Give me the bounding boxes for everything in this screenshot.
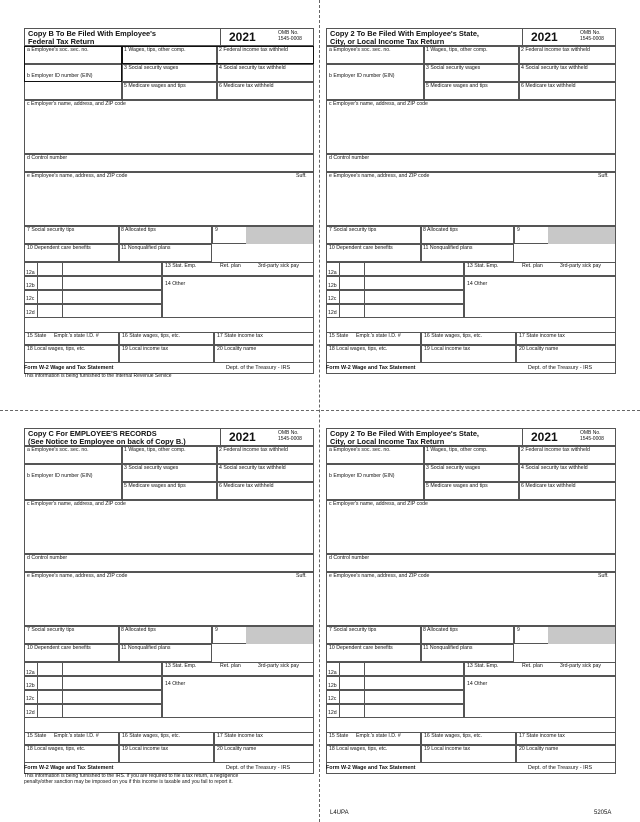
w2-form-copy-2-top xyxy=(326,28,616,390)
field-9-shade xyxy=(246,227,313,244)
sheet-code-right: 5205A xyxy=(594,810,612,816)
label-17: 17 State income tax xyxy=(519,333,565,339)
field-b[interactable] xyxy=(326,64,424,100)
field-b[interactable] xyxy=(24,464,122,500)
label-14: 14 Other xyxy=(165,681,186,687)
label-9: 9 xyxy=(215,627,218,633)
year-cell xyxy=(522,28,616,46)
label-1: 1 Wages, tips, other comp. xyxy=(124,447,186,453)
label-15-id: Emplr.'s state I.D. # xyxy=(54,733,99,739)
label-1: 1 Wages, tips, other comp. xyxy=(426,47,488,53)
label-7: 7 Social security tips xyxy=(329,627,377,633)
field-e[interactable] xyxy=(24,172,314,226)
form-note-line2: penalty/other sanction may be imposed on you if this income is taxable and you fail to report it. xyxy=(24,779,233,785)
form-title-line1: Copy C For EMPLOYEE'S RECORDS xyxy=(28,429,157,438)
label-2: 2 Federal income tax withheld xyxy=(219,447,288,453)
label-6: 6 Medicare tax withheld xyxy=(521,83,576,89)
label-16: 16 State wages, tips, etc. xyxy=(424,733,482,739)
label-4: 4 Social security tax withheld xyxy=(521,65,588,71)
label-13-ret: Ret. plan xyxy=(522,263,543,269)
label-19: 19 Local income tax xyxy=(424,346,471,352)
form-name: Form W-2 Wage and Tax Statement xyxy=(326,765,416,771)
label-11: 11 Nonqualified plans xyxy=(423,645,473,651)
label-7: 7 Social security tips xyxy=(27,627,75,633)
field-e[interactable] xyxy=(24,572,314,626)
year-cell xyxy=(522,428,616,446)
field-c[interactable] xyxy=(326,500,616,554)
label-7: 7 Social security tips xyxy=(329,227,377,233)
label-3: 3 Social security wages xyxy=(426,65,481,71)
label-e: e Employee's name, address, and ZIP code xyxy=(329,173,430,179)
dept-treasury: Dept. of the Treasury - IRS xyxy=(226,365,291,371)
label-15: 15 State xyxy=(27,733,47,739)
label-12c: 12c xyxy=(328,696,337,702)
label-5: 5 Medicare wages and tips xyxy=(124,483,186,489)
field-12-amounts xyxy=(62,662,162,718)
form-name: Form W-2 Wage and Tax Statement xyxy=(24,765,114,771)
dept-treasury: Dept. of the Treasury - IRS xyxy=(528,765,593,771)
form-title-line1: Copy 2 To Be Filed With Employee's State, xyxy=(330,29,479,38)
label-e: e Employee's name, address, and ZIP code xyxy=(329,573,430,579)
label-12d: 12d xyxy=(26,710,35,716)
form-title-line2: (See Notice to Employee on back of Copy B.) xyxy=(28,437,186,447)
field-b[interactable] xyxy=(326,464,424,500)
label-14: 14 Other xyxy=(467,681,488,687)
label-12c: 12c xyxy=(26,696,35,702)
label-9: 9 xyxy=(517,227,520,233)
label-10: 10 Dependent care benefits xyxy=(329,645,393,651)
label-15-id: Emplr.'s state I.D. # xyxy=(356,333,401,339)
label-8: 8 Allocated tips xyxy=(121,227,156,233)
label-c: c Employer's name, address, and ZIP code xyxy=(27,101,126,107)
tax-year: 2021 xyxy=(531,430,558,444)
label-17: 17 State income tax xyxy=(217,733,263,739)
field-d[interactable] xyxy=(326,154,616,172)
omb-number: 1545-0008 xyxy=(278,436,302,442)
label-9: 9 xyxy=(517,627,520,633)
label-e: e Employee's name, address, and ZIP code xyxy=(27,173,128,179)
label-a: a Employee's soc. sec. no. xyxy=(27,447,89,453)
label-13-stat: 13 Stat. Emp. xyxy=(467,263,499,269)
label-6: 6 Medicare tax withheld xyxy=(219,83,274,89)
label-2: 2 Federal income tax withheld xyxy=(521,447,590,453)
label-c: c Employer's name, address, and ZIP code xyxy=(329,501,428,507)
label-d: d Control number xyxy=(27,155,68,161)
label-6: 6 Medicare tax withheld xyxy=(521,483,576,489)
field-d[interactable] xyxy=(24,554,314,572)
label-16: 16 State wages, tips, etc. xyxy=(122,333,180,339)
label-11: 11 Nonqualified plans xyxy=(121,645,171,651)
year-cell xyxy=(220,28,314,46)
label-13-sick: 3rd-party sick pay xyxy=(258,263,299,269)
label-suff: Suff. xyxy=(296,173,307,179)
label-15: 15 State xyxy=(27,333,47,339)
w2-form-copy-c xyxy=(24,428,314,790)
label-6: 6 Medicare tax withheld xyxy=(219,483,274,489)
label-12b: 12b xyxy=(328,283,337,289)
tax-year: 2021 xyxy=(229,30,256,44)
form-name: Form W-2 Wage and Tax Statement xyxy=(326,365,416,371)
omb-label: OMB No. xyxy=(278,430,299,436)
highlight-ssn-box xyxy=(24,46,122,82)
label-18: 18 Local wages, tips, etc. xyxy=(27,746,86,752)
label-2: 2 Federal income tax withheld xyxy=(521,47,590,53)
label-a: a Employee's soc. sec. no. xyxy=(329,47,391,53)
label-18: 18 Local wages, tips, etc. xyxy=(27,346,86,352)
form-title-line2: Federal Tax Return xyxy=(28,37,95,47)
label-8: 8 Allocated tips xyxy=(423,227,458,233)
label-18: 18 Local wages, tips, etc. xyxy=(329,346,388,352)
label-12a: 12a xyxy=(328,270,337,276)
field-c[interactable] xyxy=(24,100,314,154)
label-3: 3 Social security wages xyxy=(426,465,481,471)
label-16: 16 State wages, tips, etc. xyxy=(424,333,482,339)
dept-treasury: Dept. of the Treasury - IRS xyxy=(226,765,291,771)
label-12d: 12d xyxy=(26,310,35,316)
label-15-id: Emplr.'s state I.D. # xyxy=(54,333,99,339)
label-20: 20 Locality name xyxy=(519,346,559,352)
field-c[interactable] xyxy=(326,100,616,154)
label-a: a Employee's soc. sec. no. xyxy=(329,447,391,453)
field-12-amounts xyxy=(364,662,464,718)
label-13-stat: 13 Stat. Emp. xyxy=(165,663,197,669)
field-9-shade xyxy=(246,627,313,644)
label-14: 14 Other xyxy=(165,281,186,287)
highlight-wages-box xyxy=(122,46,314,64)
omb-number: 1545-0008 xyxy=(278,36,302,42)
field-e[interactable] xyxy=(326,172,616,226)
label-b: b Employer ID number (EIN) xyxy=(329,73,395,79)
label-12b: 12b xyxy=(328,683,337,689)
label-10: 10 Dependent care benefits xyxy=(329,245,393,251)
field-c[interactable] xyxy=(24,500,314,554)
field-12-amounts xyxy=(364,262,464,318)
label-18: 18 Local wages, tips, etc. xyxy=(329,746,388,752)
label-12a: 12a xyxy=(26,270,35,276)
field-9-shade xyxy=(548,227,615,244)
label-b: b Employer ID number (EIN) xyxy=(329,473,395,479)
omb-label: OMB No. xyxy=(580,430,601,436)
w2-form-copy-b xyxy=(24,28,314,390)
omb-label: OMB No. xyxy=(580,30,601,36)
label-8: 8 Allocated tips xyxy=(121,627,156,633)
label-3: 3 Social security wages xyxy=(124,465,179,471)
label-12d: 12d xyxy=(328,710,337,716)
label-12a: 12a xyxy=(26,670,35,676)
label-8: 8 Allocated tips xyxy=(423,627,458,633)
label-7: 7 Social security tips xyxy=(27,227,75,233)
label-13-ret: Ret. plan xyxy=(220,263,241,269)
label-15: 15 State xyxy=(329,333,349,339)
label-d: d Control number xyxy=(329,555,370,561)
field-d[interactable] xyxy=(326,554,616,572)
label-b: b Employer ID number (EIN) xyxy=(27,473,93,479)
vertical-perforation xyxy=(319,0,320,822)
label-13-stat: 13 Stat. Emp. xyxy=(467,663,499,669)
label-13-sick: 3rd-party sick pay xyxy=(560,663,601,669)
form-title-line1: Copy 2 To Be Filed With Employee's State, xyxy=(330,429,479,438)
dept-treasury: Dept. of the Treasury - IRS xyxy=(528,365,593,371)
form-title-line2: City, or Local Income Tax Return xyxy=(330,437,445,447)
label-16: 16 State wages, tips, etc. xyxy=(122,733,180,739)
label-12b: 12b xyxy=(26,683,35,689)
label-5: 5 Medicare wages and tips xyxy=(426,483,488,489)
omb-label: OMB No. xyxy=(278,30,299,36)
sheet-code-left: L4UPA xyxy=(330,810,349,816)
label-d: d Control number xyxy=(329,155,370,161)
label-e: e Employee's name, address, and ZIP code xyxy=(27,573,128,579)
label-14: 14 Other xyxy=(467,281,488,287)
omb-number: 1545-0008 xyxy=(580,36,604,42)
label-12c: 12c xyxy=(26,296,35,302)
label-11: 11 Nonqualified plans xyxy=(121,245,171,251)
field-12-amounts xyxy=(62,262,162,318)
label-12b: 12b xyxy=(26,283,35,289)
label-4: 4 Social security tax withheld xyxy=(219,465,286,471)
form-name: Form W-2 Wage and Tax Statement xyxy=(24,365,114,371)
label-20: 20 Locality name xyxy=(519,746,559,752)
label-20: 20 Locality name xyxy=(217,346,257,352)
label-suff: Suff. xyxy=(598,573,609,579)
label-1: 1 Wages, tips, other comp. xyxy=(426,447,488,453)
label-3: 3 Social security wages xyxy=(124,65,179,71)
label-19: 19 Local income tax xyxy=(122,346,169,352)
label-1: 1 Wages, tips, other comp. xyxy=(124,47,186,53)
label-17: 17 State income tax xyxy=(519,733,565,739)
label-10: 10 Dependent care benefits xyxy=(27,245,91,251)
label-9: 9 xyxy=(215,227,218,233)
label-5: 5 Medicare wages and tips xyxy=(124,83,186,89)
label-c: c Employer's name, address, and ZIP code xyxy=(27,501,126,507)
w2-form-copy-2-bottom xyxy=(326,428,616,790)
label-11: 11 Nonqualified plans xyxy=(423,245,473,251)
label-19: 19 Local income tax xyxy=(122,746,169,752)
label-b: b Employer ID number (EIN) xyxy=(27,73,93,79)
label-c: c Employer's name, address, and ZIP code xyxy=(329,101,428,107)
label-12a: 12a xyxy=(328,670,337,676)
label-4: 4 Social security tax withheld xyxy=(219,65,286,71)
label-13-ret: Ret. plan xyxy=(522,663,543,669)
label-20: 20 Locality name xyxy=(217,746,257,752)
label-d: d Control number xyxy=(27,555,68,561)
field-d[interactable] xyxy=(24,154,314,172)
field-e[interactable] xyxy=(326,572,616,626)
omb-number: 1545-0008 xyxy=(580,436,604,442)
form-title-line1: Copy B To Be Filed With Employee's xyxy=(28,29,157,38)
label-15-id: Emplr.'s state I.D. # xyxy=(356,733,401,739)
tax-year: 2021 xyxy=(531,30,558,44)
label-15: 15 State xyxy=(329,733,349,739)
label-13-ret: Ret. plan xyxy=(220,663,241,669)
label-a: a Employee's soc. sec. no. xyxy=(27,47,89,53)
label-19: 19 Local income tax xyxy=(424,746,471,752)
label-13-stat: 13 Stat. Emp. xyxy=(165,263,197,269)
label-4: 4 Social security tax withheld xyxy=(521,465,588,471)
label-13-sick: 3rd-party sick pay xyxy=(560,263,601,269)
form-title-line2: City, or Local Income Tax Return xyxy=(330,37,445,47)
label-12c: 12c xyxy=(328,296,337,302)
label-2: 2 Federal income tax withheld xyxy=(219,47,288,53)
label-17: 17 State income tax xyxy=(217,333,263,339)
horizontal-perforation xyxy=(0,410,640,411)
label-suff: Suff. xyxy=(598,173,609,179)
year-cell xyxy=(220,428,314,446)
label-13-sick: 3rd-party sick pay xyxy=(258,663,299,669)
field-9-shade xyxy=(548,627,615,644)
label-suff: Suff. xyxy=(296,573,307,579)
tax-year: 2021 xyxy=(229,430,256,444)
form-note-line1: This information is being furnished to the IRS. If you are required to file a tax return, a negligence xyxy=(24,773,239,779)
label-5: 5 Medicare wages and tips xyxy=(426,83,488,89)
label-12d: 12d xyxy=(328,310,337,316)
label-10: 10 Dependent care benefits xyxy=(27,645,91,651)
form-note-line1: This information is being furnished to the Internal Revenue Service xyxy=(24,373,172,379)
